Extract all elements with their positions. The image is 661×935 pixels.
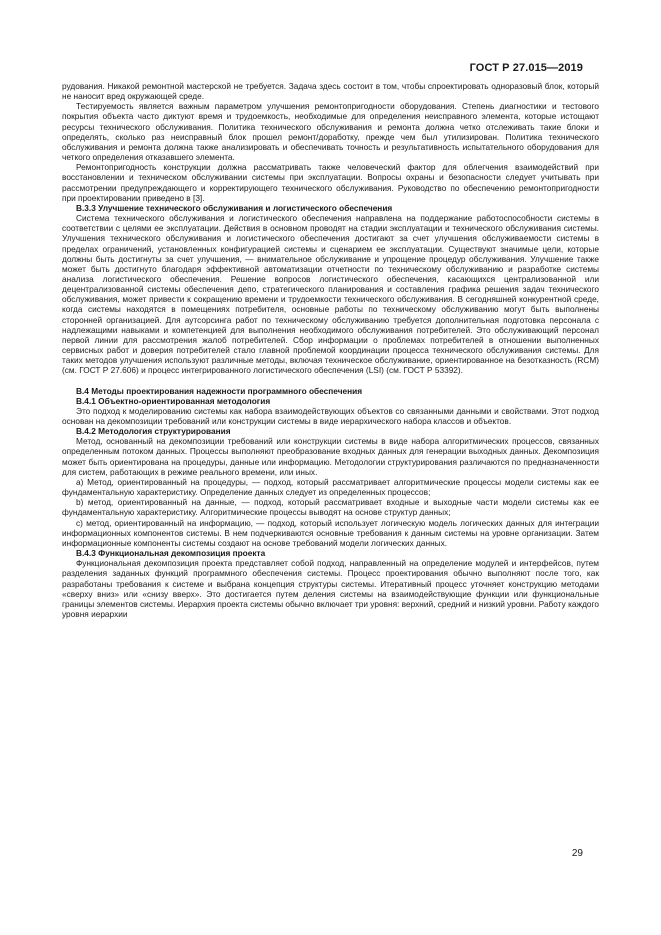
list-item: c) метод, ориентированный на информацию, — подход, который использует логическую модель логических данных для интеграции информационных компонентов системы. В нем подчеркиваются основные требования к данным системы на уровне организации. Затем информационные компоненты системы создают на основе требований модели логических данных. bbox=[62, 517, 599, 548]
paragraph: рудования. Никакой ремонтной мастерской не требуется. Задача здесь состоит в том, чтобы спроектировать одноразовый блок, который не наносит вред окружающей среде. bbox=[62, 81, 599, 102]
paragraph: Функциональная декомпозиция проекта представляет собой подход, направленный на определение модулей и интерфейсов, путем разделения заданных функций программного обеспечения системы. Процесс проектирования обычно выполняют после того, как разработаны требования к системе и выбрана концепция структуры системы. Итеративный процесс уточняет конструкцию методами «сверху вниз» или «снизу вверх». Это достигается путем деления системы на взаимодействующие функции или функциональные границы элементов системы. Иерархия проекта системы обычно включает три уровня: верхний, средний и низкий уровни. Работу каждого уровня иерархии bbox=[62, 558, 599, 619]
document-number: ГОСТ Р 27.015—2019 bbox=[469, 62, 583, 74]
list-item: а) Метод, ориентированный на процедуры, — подход, который рассматривает алгоритмические процессы модели системы как ее фундаментальную характеристику. Определение данных следует из определенных процессов; bbox=[62, 476, 599, 498]
paragraph: Система технического обслуживания и логистического обеспечения направлена на поддержание работоспособности системы в соответствии с целями ее эксплуатации. Действия в основном проводят на стадии эксплуатации и технического обслуживания системы. Улучшения технического обслуживания и логистического обеспечения достигают за счет улучшения обслуживаемости системы в пределах ограничений, установленных конфигурацией системы и сценарием ее эксплуатации. Существуют значимые цели, которые должны быть достигнуты за счет улучшения, — внимательное обслуживание и упрощение процедур обслуживания. Улучшение также может быть достигнуто благодаря эффективной автоматизации отчетности по техническому обслуживанию и разработке системы анализа логистического обеспечения. Решение вопросов логистического обеспечения, касающихся централизованной или децентрализованной системы обеспечения депо, стратегического планирования и составления графика решения задач технического обслуживания, может привести к сокращению времени и трудоемкости технического обслуживания. В сегодняшней конкурентной среде, когда системы находятся в помещениях потребителя, основные работы по техническому обслуживанию могут быть выполнены сторонней организацией. Для аутсорсинга работ по техническому обслуживанию требуется дополнительная подготовка персонала с надлежащими навыками и компетенцией для выполнения необходимого обслуживания потребителей. Это обслуживающий персонал первой линии для рассмотрения жалоб потребителей. Сбор информации о проблемах потребителей в отношении выполненных сервисных работ и доверия потребителей стало главной проблемой координации процесса технического обслуживания системы. Для таких методов улучшения используют различные методы, включая техническое обслуживание, ориентированное на безотказность (RCM) (см. ГОСТ Р 27.606) и процесс интегрированного логистического обеспечения (LSI) (см. ГОСТ Р 53392). bbox=[62, 213, 599, 376]
paragraph: Ремонтопригодность конструкции должна рассматривать также человеческий фактор для облегчения взаимодействий при восстановлении и техническом обслуживании системы при эксплуатации. Вопросы охраны и безопасности следует учитывать при рассмотрении предупреждающего и корректирующего технического обслуживания. Руководство по обеспечению ремонтопригодности при проектировании приведено в [3]. bbox=[62, 162, 599, 203]
section-heading-b4: В.4 Методы проектирования надежности программного обеспечения bbox=[76, 385, 363, 396]
paragraph: Метод, основанный на декомпозиции требований или конструкции системы в виде набора алгоритмических процессов, связанных определенным потоком данных. Процессы выполняют преобразование входных данных для генерации выходных данных. Декомпозиция может быть ориентирована на процедуры, данные или информацию. Методологии структурирования различаются по предназначенности для систем, работающих в режиме реального времени, или иных. bbox=[62, 436, 599, 477]
list-item: b) метод, ориентированный на данные, — подход, который рассматривает входные и выходные части модели системы как ее фундаментальную характеристику. Алгоритмические процессы выводят на основе структур данных; bbox=[62, 497, 599, 518]
section-heading-b33: В.3.3 Улучшение технического обслуживания и логистического обеспечения bbox=[76, 202, 393, 213]
paragraph: Тестируемость является важным параметром улучшения ремонтопригодности оборудования. Степень диагностики и тестового покрытия объекта часто диктуют время и трудоемкость, необходимые для определения неисправного элемента, которые истощают ресурсы технического обслуживания. Политика технического обслуживания и ремонта должна четко отслеживать такие блоки и определять, сколько раз неисправный блок прошел ремонт/доработку, прежде чем был утилизирован. Политика технического обслуживания и ремонта должна также анализировать и обеспечивать точность и результативность испытательного оборудования для четкого определения отказавшего элемента. bbox=[62, 101, 599, 163]
section-heading-b42: В.4.2 Методология структурирования bbox=[76, 426, 231, 437]
section-heading-b41: В.4.1 Объектно-ориентированная методология bbox=[76, 395, 271, 406]
page-number: 29 bbox=[571, 848, 583, 859]
section-heading-b43: В.4.3 Функциональная декомпозиция проекта bbox=[76, 548, 266, 559]
paragraph: Это подход к моделированию системы как набора взаимодействующих объектов со связанными данными и свойствами. Этот подход основан на декомпозиции требований или конструкции системы в виде иерархического набора классов и объектов. bbox=[62, 405, 599, 426]
page-body bbox=[62, 81, 599, 619]
